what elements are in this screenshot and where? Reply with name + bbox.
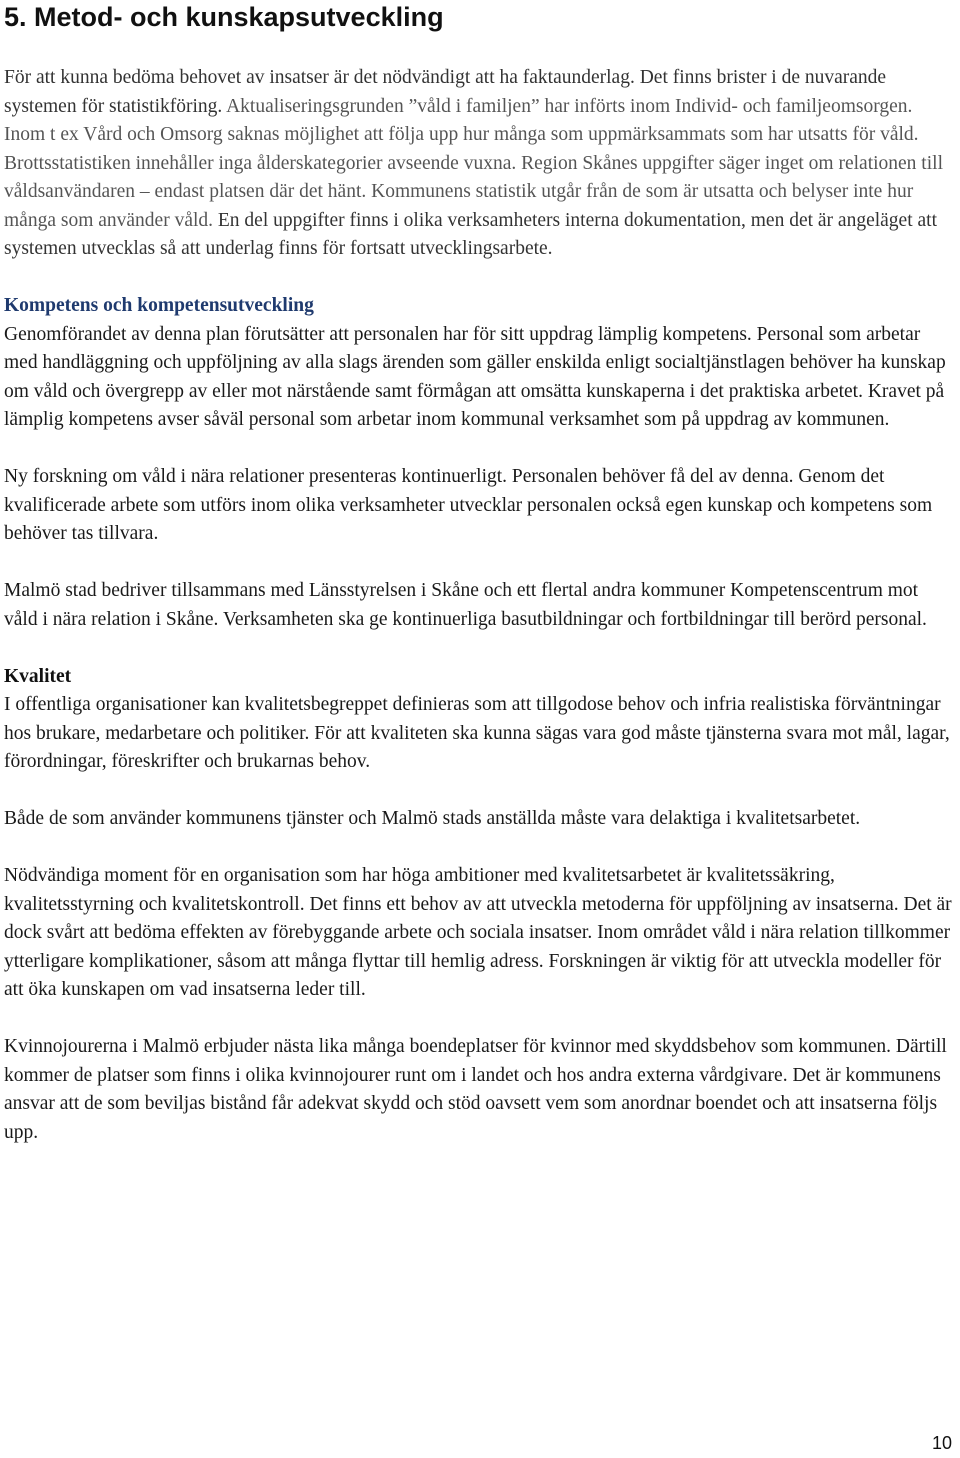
kvalitet-paragraph-4: Kvinnojourerna i Malmö erbjuder nästa lika många boendeplatser för kvinnor med skyddsbehov som kommunen. Därtill kommer de platser som finns i olika kvinnojourer runt om i landet och hos andra externa vårdgivare. Det är kommunens ansvar att de som beviljas bistånd får adekvat skydd och stöd oavsett vem som anordnar boendet och att insatserna följs upp. — [4, 1036, 947, 1143]
kompetens-paragraph-2: Ny forskning om våld i nära relationer presenteras kontinuerligt. Personalen behöver få del av denna. Genom det kvalificerade arbete som utförs inom olika verksamheter utvecklar personalen också egen kunskap och kompetens som behöver tas tillvara. — [4, 466, 933, 544]
intro-paragraph — [4, 64, 954, 264]
page-number: 10 — [931, 1433, 952, 1453]
kvalitet-paragraph-3: Nödvändiga moment för en organisation som har höga ambitioner med kvalitetsarbetet är kvalitetssäkring, kvalitetsstyrning och kvalitetskontroll. Det finns ett behov av att utveckla metoderna för uppföljning av insatserna. Det är dock svårt att bedöma effekten av förebyggande arbete och sociala insatser. Inom området våld i nära relation tillkommer ytterligare komplikationer, såsom att många flyttar till hemlig adress. Forskningen är viktig för att utveckla modeller för att öka kunskapen om vad insatserna leder till. — [4, 865, 952, 1000]
kvalitet-paragraph-2: Både de som använder kommunens tjänster och Malmö stads anställda måste vara delaktiga i kvalitetsarbetet. — [4, 808, 861, 829]
document-page — [4, 0, 954, 1147]
kompetens-paragraph-3: Malmö stad bedriver tillsammans med Länsstyrelsen i Skåne och ett flertal andra kommuner Kompetenscentrum mot våld i nära relation i Skåne. Verksamheten ska ge kontinuerliga basutbildningar och fortbildningar till berörd personal. — [4, 580, 927, 630]
kompetens-heading: Kompetens och kompetensutveckling — [4, 295, 314, 316]
intro-end-text: En del uppgifter finns i olika verksamheters interna dokumentation, men det är angeläget att systemen utvecklas så att underlag finns för fortsatt utvecklingsarbete. — [4, 209, 937, 259]
kvalitet-paragraph-1: I offentliga organisationer kan kvalitetsbegreppet definieras som att tillgodose behov och infria realistiska förväntningar hos brukare, medarbetare och politiker. För att kvaliteten ska kunna sägas vara god måste tjänsterna svara mot mål, lagar, förordningar, föreskrifter och brukarnas behov. — [4, 694, 950, 772]
section-heading: 5. Metod- och kunskapsutveckling — [4, 2, 444, 32]
kvalitet-heading: Kvalitet — [4, 665, 72, 687]
intro-dark-text: För att kunna bedöma behovet av insatser är det nödvändigt att ha faktaunderlag. Det finns brister i de nuvarande systemen för statistikföring. — [4, 67, 887, 117]
kompetens-paragraph-1: Genomförandet av denna plan förutsätter att personalen har för sitt uppdrag lämplig kompetens. Personal som arbetar med handläggning och uppföljning av alla slags ärenden som gäller enskilda enligt socialtjänstlagen behöver ha kunskap om våld och övergrepp av eller mot närstående samt förmågan att omsätta kunskaperna i det praktiska arbetet. Kravet på lämplig kompetens avser såväl personal som arbetar inom kommunal verksamhet som på uppdrag av kommunen. — [4, 323, 946, 430]
intro-light-text: Aktualiseringsgrunden ”våld i familjen” har införts inom Individ- och familjeomsorgen. Inom t ex Vård och Omsorg saknas möjlighet att följa upp hur många som uppmärksammats som har utsatts för våld. Brottsstatistiken innehåller inga ålderskategorier avseende vuxna. Region Skånes uppgifter säger inget om relationen till våldsanvändaren – endast platsen där det hänt. Kommunens statistik utgår från de som är utsatta och belyser inte hur många som använder våld. — [4, 95, 943, 231]
